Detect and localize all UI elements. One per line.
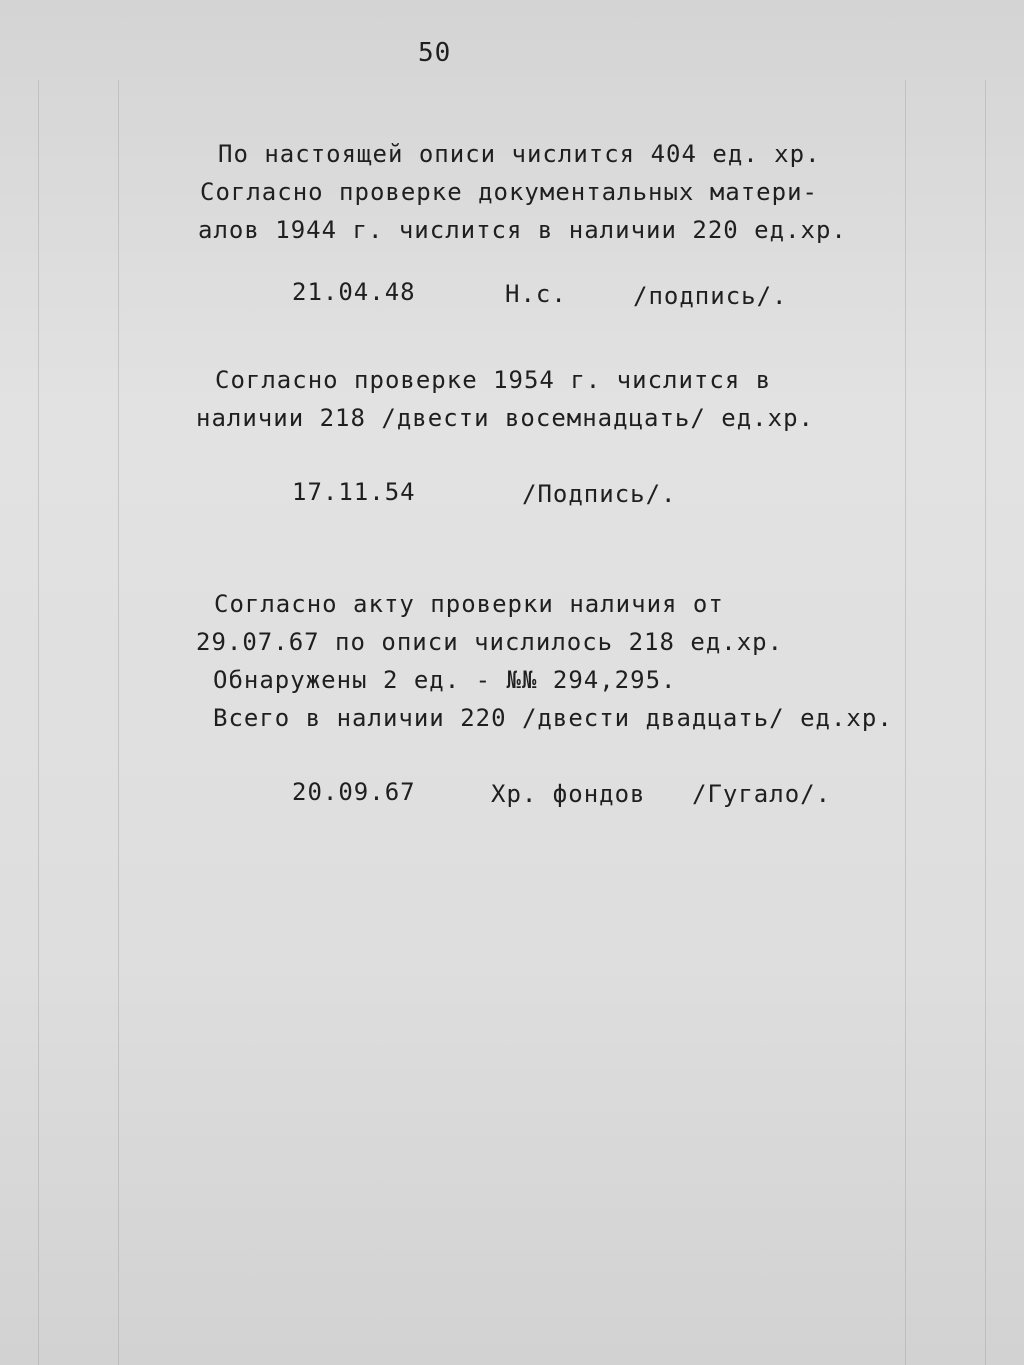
block3-line3: Обнаружены 2 ед. - №№ 294,295. (213, 666, 677, 694)
ruling-line (118, 80, 119, 1365)
block1-role: Н.с. (505, 280, 567, 308)
block3-line4: Всего в наличии 220 /двести двадцать/ ед.хр. (213, 704, 893, 732)
ruling-line (38, 80, 39, 1365)
block1-line2: Согласно проверке документальных матери- (200, 178, 818, 206)
block1-line3: алов 1944 г. числится в наличии 220 ед.хр. (198, 216, 847, 244)
block3-signature: /Гугало/. (692, 780, 832, 808)
block1-date: 21.04.48 (292, 278, 416, 306)
block3-line1: Согласно акту проверки наличия от (214, 590, 724, 618)
block2-line1: Согласно проверке 1954 г. числится в (215, 366, 772, 394)
block1-signature: /подпись/. (633, 282, 788, 310)
block2-signature: /Подпись/. (522, 480, 677, 508)
block1-line1: По настоящей описи числится 404 ед. хр. (218, 140, 821, 168)
block3-role: Хр. фондов (491, 780, 646, 808)
block3-line2: 29.07.67 по описи числилось 218 ед.хр. (196, 628, 784, 656)
block2-line2: наличии 218 /двести восемнадцать/ ед.хр. (196, 404, 814, 432)
ruling-line (905, 80, 906, 1365)
block3-date: 20.09.67 (292, 778, 416, 806)
block2-date: 17.11.54 (292, 478, 416, 506)
ruling-line (985, 80, 986, 1365)
page-number: 50 (418, 38, 452, 68)
